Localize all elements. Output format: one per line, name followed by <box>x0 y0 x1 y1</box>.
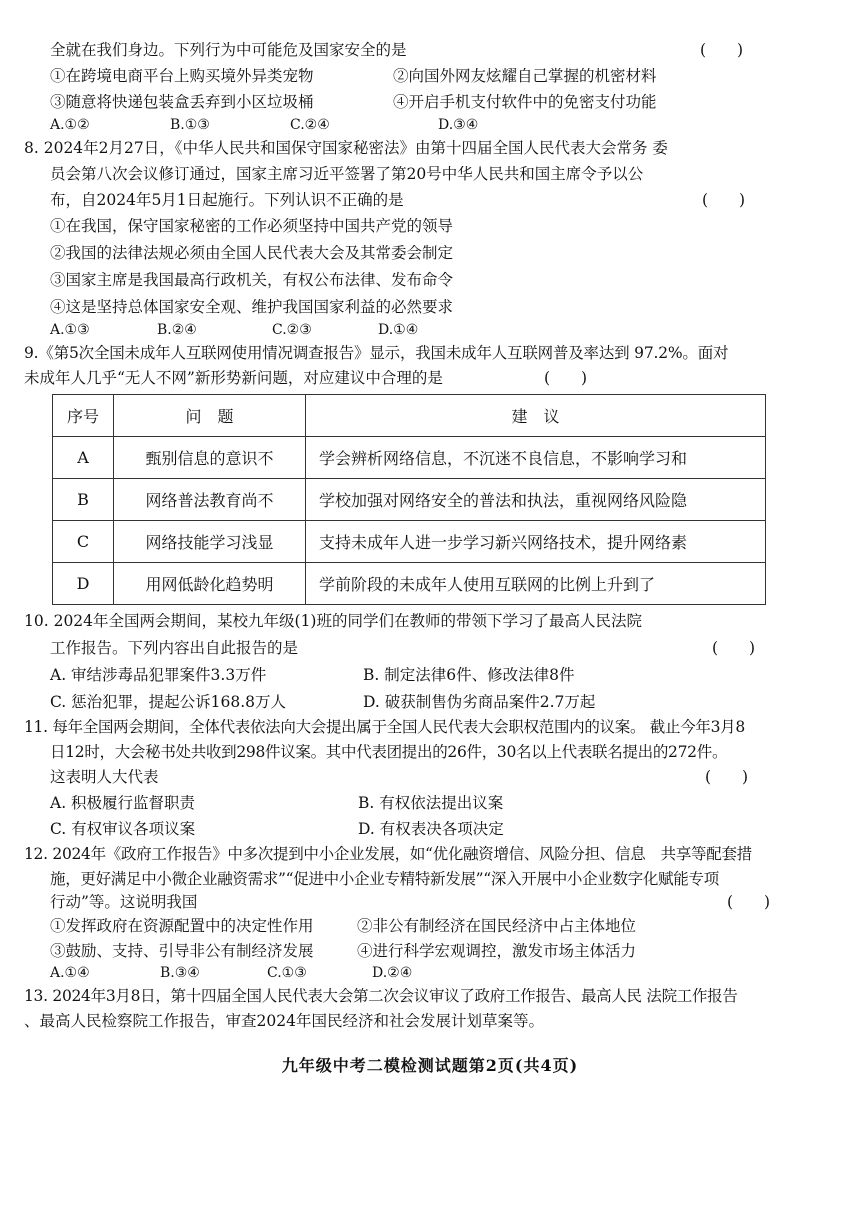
q12-option-b: B.③④ <box>160 965 200 981</box>
q7-item-3: ③随意将快递包装盒丢弃到小区垃圾桶 <box>50 93 314 111</box>
q10-stem-line-2: 工作报告。下列内容出自此报告的是 <box>50 639 299 657</box>
q8-stem-line-2: 员会第八次会议修订通过，国家主席习近平签署了第20号中华人民共和国主席令予以公 <box>50 165 644 183</box>
table-row <box>53 521 766 563</box>
q11-option-c: C. 有权审议各项议案 <box>50 820 196 838</box>
table-row <box>53 437 766 479</box>
q9-header-no: 序号 <box>53 395 114 437</box>
q10-option-a: A. 审结涉毒品犯罪案件3.3万件 <box>50 666 267 684</box>
q9-answer-paren: ( ) <box>544 369 588 387</box>
q7-item-4: ④开启手机支付软件中的免密支付功能 <box>393 93 657 111</box>
q12-stem-line-3: 行动”等。这说明我国 <box>50 893 198 911</box>
q8-item-4: ④这是坚持总体国家安全观、维护我国国家利益的必然要求 <box>50 298 454 316</box>
table-row <box>53 479 766 521</box>
q8-item-2: ②我国的法律法规必须由全国人民代表大会及其常委会制定 <box>50 244 454 262</box>
q12-option-d: D.②④ <box>372 965 413 981</box>
q12-option-a: A.①④ <box>50 965 90 981</box>
q9-row-problem: 甄别信息的意识不 <box>114 437 306 479</box>
q7-answer-paren: ( ) <box>700 41 744 59</box>
q13-stem-line-1: 13. 2024年3月8日，第十四届全国人民代表大会第二次会议审议了政府工作报告、最高人民 法院工作报告 <box>24 987 738 1005</box>
q9-row-no: D <box>53 563 114 605</box>
q12-item-1: ①发挥政府在资源配置中的决定性作用 <box>50 917 314 935</box>
q12-item-4: ④进行科学宏观调控，激发市场主体活力 <box>357 942 637 960</box>
q12-option-c: C.①③ <box>267 965 307 981</box>
q8-stem-line-1: 8. 2024年2月27日，《中华人民共和国保守国家秘密法》由第十四届全国人民代表大会常务 委 <box>24 139 668 157</box>
q11-option-b: B. 有权依法提出议案 <box>358 794 504 812</box>
q8-option-a: A.①③ <box>50 322 90 338</box>
q9-table-header-row <box>53 395 766 437</box>
q9-stem-line-2: 未成年人几乎“无人不网”新形势新问题，对应建议中合理的是 <box>24 369 443 387</box>
q9-header-problem: 问 题 <box>114 395 306 437</box>
q13-stem-line-2: 、最高人民检察院工作报告，审查2024年国民经济和社会发展计划草案等。 <box>24 1012 544 1030</box>
q8-option-b: B.②④ <box>157 322 197 338</box>
q9-row-suggestion: 学会辨析网络信息，不沉迷不良信息，不影响学习和 <box>306 437 766 479</box>
q10-answer-paren: ( ) <box>712 639 756 657</box>
q12-item-3: ③鼓励、支持、引导非公有制经济发展 <box>50 942 314 960</box>
q9-row-no: A <box>53 437 114 479</box>
q11-stem-line-3: 这表明人大代表 <box>50 768 159 786</box>
q9-row-suggestion: 学前阶段的未成年人使用互联网的比例上升到了 <box>306 563 766 605</box>
q7-option-b: B.①③ <box>170 117 210 133</box>
q8-answer-paren: ( ) <box>702 191 746 209</box>
q9-row-problem: 用网低龄化趋势明 <box>114 563 306 605</box>
q10-option-d: D. 破获制售伪劣商品案件2.7万起 <box>363 693 596 711</box>
q9-row-suggestion: 学校加强对网络安全的普法和执法，重视网络风险隐 <box>306 479 766 521</box>
table-row <box>53 563 766 605</box>
q9-row-suggestion: 支持未成年人进一步学习新兴网络技术，提升网络素 <box>306 521 766 563</box>
q10-stem-line-1: 10. 2024年全国两会期间，某校九年级(1)班的同学们在教师的带领下学习了最高人民法院 <box>24 612 642 630</box>
q9-header-suggestion: 建 议 <box>306 395 766 437</box>
q8-item-1: ①在我国，保守国家秘密的工作必须坚持中国共产党的领导 <box>50 217 454 235</box>
page-footer: 九年级中考二模检测试题第2页(共4页) <box>281 1056 579 1075</box>
q7-item-2: ②向国外网友炫耀自己掌握的机密材料 <box>393 67 657 85</box>
q11-option-a: A. 积极履行监督职责 <box>50 794 196 812</box>
q9-row-problem: 网络普法教育尚不 <box>114 479 306 521</box>
q8-option-c: C.②③ <box>272 322 312 338</box>
q7-option-c: C.②④ <box>290 117 330 133</box>
q11-stem-line-1: 11. 每年全国两会期间，全体代表依法向大会提出属于全国人民代表大会职权范围内的议案。 截止今年3月8 <box>24 718 745 736</box>
q9-row-no: B <box>53 479 114 521</box>
q7-option-d: D.③④ <box>438 117 479 133</box>
q12-answer-paren: ( ) <box>727 893 771 911</box>
q9-row-problem: 网络技能学习浅显 <box>114 521 306 563</box>
q9-table <box>52 394 766 605</box>
q11-option-d: D. 有权表决各项决定 <box>358 820 504 838</box>
q8-stem-line-3: 布，自2024年5月1日起施行。下列认识不正确的是 <box>50 191 404 209</box>
q8-item-3: ③国家主席是我国最高行政机关，有权公布法律、发布命令 <box>50 271 454 289</box>
q9-stem-line-1: 9.《第5次全国未成年人互联网使用情况调查报告》显示，我国未成年人互联网普及率达到 97.2%。面对 <box>24 344 729 362</box>
q8-option-d: D.①④ <box>378 322 419 338</box>
q11-stem-line-2: 日12时，大会秘书处共收到298件议案。其中代表团提出的26件，30名以上代表联名提出的272件。 <box>50 743 728 761</box>
q7-item-1: ①在跨境电商平台上购买境外异类宠物 <box>50 67 314 85</box>
q12-stem-line-2: 施，更好满足中小微企业融资需求”“促进中小企业专精特新发展”“深入开展中小企业数字化赋能专项 <box>50 870 719 888</box>
q11-answer-paren: ( ) <box>705 768 749 786</box>
q9-row-no: C <box>53 521 114 563</box>
q7-stem-line: 全就在我们身边。下列行为中可能危及国家安全的是 <box>50 41 407 59</box>
q10-option-b: B. 制定法律6件、修改法律8件 <box>363 666 575 684</box>
q10-option-c: C. 惩治犯罪，提起公诉168.8万人 <box>50 693 287 711</box>
q12-stem-line-1: 12. 2024年《政府工作报告》中多次提到中小企业发展，如“优化融资增信、风险分担、信息 共享等配套措 <box>24 845 752 863</box>
q12-item-2: ②非公有制经济在国民经济中占主体地位 <box>357 917 637 935</box>
q7-option-a: A.①② <box>50 117 90 133</box>
